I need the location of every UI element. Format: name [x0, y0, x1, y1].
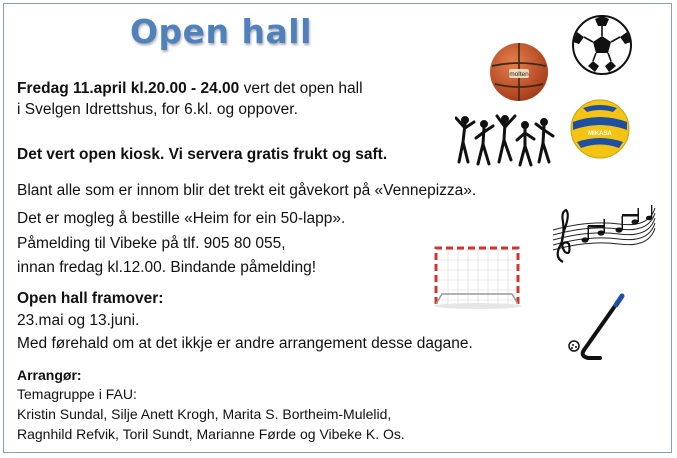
- upcoming-heading-text: Open hall framover:: [17, 290, 164, 307]
- gift-text: Blant alle som er innom blir det trekt eit gåvekort på «Vennepizza».: [17, 182, 477, 199]
- floorball-stick-icon: [566, 292, 632, 364]
- organizer-line-1: Temagruppe i FAU:: [17, 386, 137, 402]
- order-line-2: Påmelding til Vibeke på tlf. 905 80 055,: [17, 235, 286, 252]
- soccer-ball-icon: [571, 14, 633, 76]
- intro-line-1: [17, 78, 363, 99]
- upcoming-heading: [17, 288, 163, 309]
- volleyball-brand: MIKASA: [588, 131, 612, 137]
- music-notes-icon: [549, 200, 657, 272]
- intro-rest: vert det open hall: [239, 80, 363, 97]
- organizer-line-3: Ragnhild Refvik, Toril Sundt, Marianne Førde og Vibeke K. Os.: [17, 426, 405, 442]
- handball-goal-icon: [428, 240, 528, 310]
- volleyball-icon: [569, 98, 631, 160]
- basketball-brand: molten: [509, 71, 529, 78]
- organizer-heading-text: Arrangør:: [17, 367, 82, 383]
- order-line-1: Det er mogleg å bestille «Heim for ein 50-lapp».: [17, 210, 346, 227]
- kiosk-bold: Det vert open kiosk. Vi servera gratis frukt og saft.: [17, 146, 388, 163]
- organizer-heading: [17, 366, 82, 385]
- basketball-icon: [487, 40, 551, 104]
- order-line-3: innan fredag kl.12.00. Bindande påmelding!: [17, 259, 317, 276]
- dancers-icon: [455, 110, 555, 168]
- intro-line-2: i Svelgen Idrettshus, for 6.kl. og oppover.: [17, 101, 298, 118]
- organizer-line-2: Kristin Sundal, Silje Anett Krogh, Marita S. Bortheim-Mulelid,: [17, 406, 392, 422]
- kiosk-text: [17, 144, 387, 165]
- upcoming-note: Med førehald om at det ikkje er andre arrangement desse dagane.: [17, 335, 473, 352]
- upcoming-dates: 23.mai og 13.juni.: [17, 312, 140, 329]
- intro-date: Fredag 11.april kl.20.00 - 24.00: [17, 80, 240, 97]
- poster-title: Open hall: [130, 12, 312, 51]
